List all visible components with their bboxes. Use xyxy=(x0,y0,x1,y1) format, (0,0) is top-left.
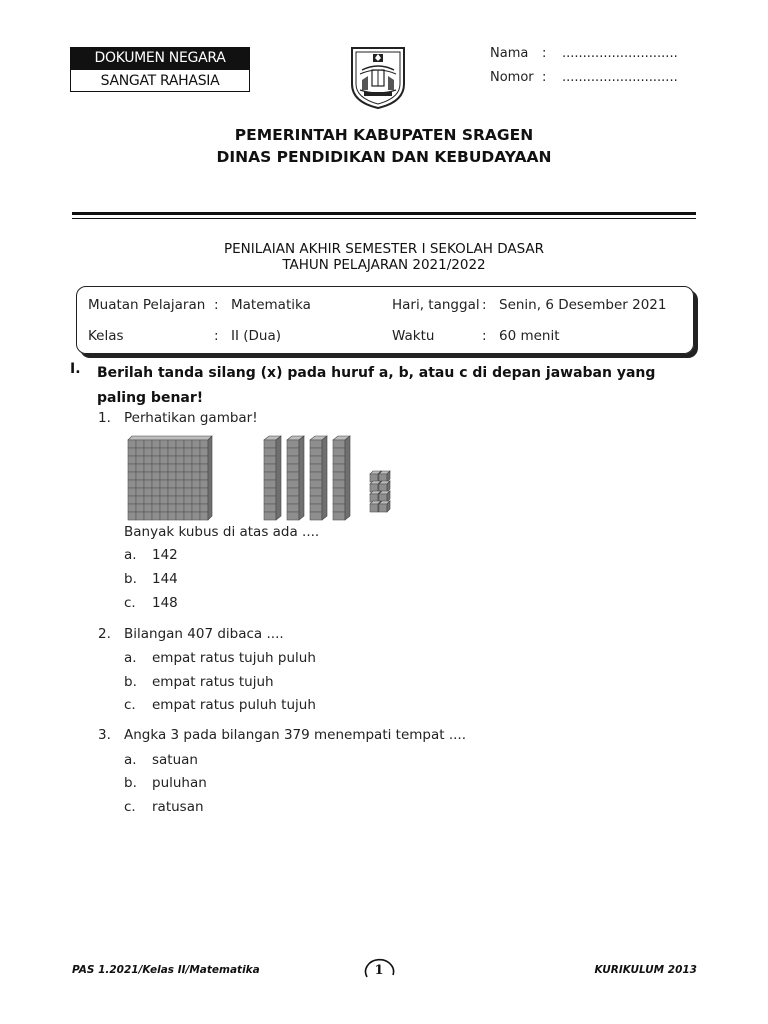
exam-year: TAHUN PELAJARAN 2021/2022 xyxy=(282,257,486,273)
one-unit-cube xyxy=(379,471,390,482)
question-3-option-a-letter: a. xyxy=(124,752,137,768)
question-3-option-a: satuan xyxy=(152,752,198,768)
question-2-option-c-letter: c. xyxy=(124,697,136,713)
question-1-prompt: Perhatikan gambar! xyxy=(124,410,258,426)
number-label: Nomor xyxy=(490,70,534,85)
one-unit-cube xyxy=(379,501,390,512)
question-3-option-b-letter: b. xyxy=(124,775,137,791)
section-instruction: Berilah tanda silang (x) pada huruf a, b, atau c di depan jawaban yang paling benar! xyxy=(97,365,656,406)
question-3-option-c: ratusan xyxy=(152,799,204,815)
classification-document-label: DOKUMEN NEGARA xyxy=(70,47,250,69)
question-3-prompt: Angka 3 pada bilangan 379 menempati tempat .... xyxy=(124,727,466,743)
question-2-option-b: empat ratus tujuh xyxy=(152,674,274,690)
question-2-number: 2. xyxy=(98,626,111,642)
question-2-option-a: empat ratus tujuh puluh xyxy=(152,650,316,666)
question-2-option-c: empat ratus puluh tujuh xyxy=(152,697,316,713)
name-field xyxy=(490,46,678,61)
ten-rod-block xyxy=(333,436,350,520)
name-colon: : xyxy=(542,46,547,61)
page-number: 1 xyxy=(374,962,384,978)
question-1-option-a: 142 xyxy=(152,547,178,563)
government-title: PEMERINTAH KABUPATEN SRAGEN xyxy=(234,126,534,144)
time-value: 60 menit xyxy=(499,328,560,344)
ten-rod-block xyxy=(287,436,304,520)
number-colon: : xyxy=(542,70,547,85)
base-ten-blocks-figure xyxy=(124,432,414,522)
question-2-prompt: Bilangan 407 dibaca .... xyxy=(124,626,284,642)
question-1-option-b-letter: b. xyxy=(124,571,137,587)
number-blank: ............................ xyxy=(562,70,678,85)
date-colon: : xyxy=(482,297,487,313)
subject-value: Matematika xyxy=(231,297,311,313)
question-1-option-c-letter: c. xyxy=(124,595,136,611)
question-3-option-b: puluhan xyxy=(152,775,207,791)
department-title: DINAS PENDIDIKAN DAN KEBUDAYAAN xyxy=(216,148,552,166)
number-field xyxy=(490,70,678,85)
class-colon: : xyxy=(214,328,219,344)
header-divider-thin xyxy=(72,218,696,219)
question-1-number: 1. xyxy=(98,410,111,426)
one-unit-cube xyxy=(379,491,390,502)
date-label: Hari, tanggal xyxy=(392,297,480,313)
time-colon: : xyxy=(482,328,487,344)
question-1-option-b: 144 xyxy=(152,571,178,587)
class-label: Kelas xyxy=(88,328,124,344)
question-2-option-a-letter: a. xyxy=(124,650,137,666)
hundred-flat-block xyxy=(128,436,212,520)
question-1-subprompt: Banyak kubus di atas ada .... xyxy=(124,524,320,540)
name-label: Nama xyxy=(490,46,529,61)
ten-rod-block xyxy=(310,436,327,520)
date-value: Senin, 6 Desember 2021 xyxy=(499,297,667,313)
time-label: Waktu xyxy=(392,328,435,344)
footer-code: PAS 1.2021/Kelas II/Matematika xyxy=(72,964,260,976)
name-blank: ............................ xyxy=(562,46,678,61)
class-value: II (Dua) xyxy=(231,328,282,344)
ten-rod-block xyxy=(264,436,281,520)
exam-title: PENILAIAN AKHIR SEMESTER I SEKOLAH DASAR xyxy=(223,241,545,257)
one-unit-cube xyxy=(379,481,390,492)
question-2-option-b-letter: b. xyxy=(124,674,137,690)
question-1-option-c: 148 xyxy=(152,595,178,611)
question-3-number: 3. xyxy=(98,727,111,743)
subject-colon: : xyxy=(214,297,219,313)
regency-crest-icon xyxy=(348,44,408,110)
question-3-option-c-letter: c. xyxy=(124,799,136,815)
classification-secret-label: SANGAT RAHASIA xyxy=(70,69,250,92)
question-1-option-a-letter: a. xyxy=(124,547,137,563)
footer-curriculum: KURIKULUM 2013 xyxy=(594,964,697,976)
subject-label: Muatan Pelajaran xyxy=(88,297,206,313)
section-number: I. xyxy=(70,361,81,377)
header-divider-thick xyxy=(72,212,696,215)
